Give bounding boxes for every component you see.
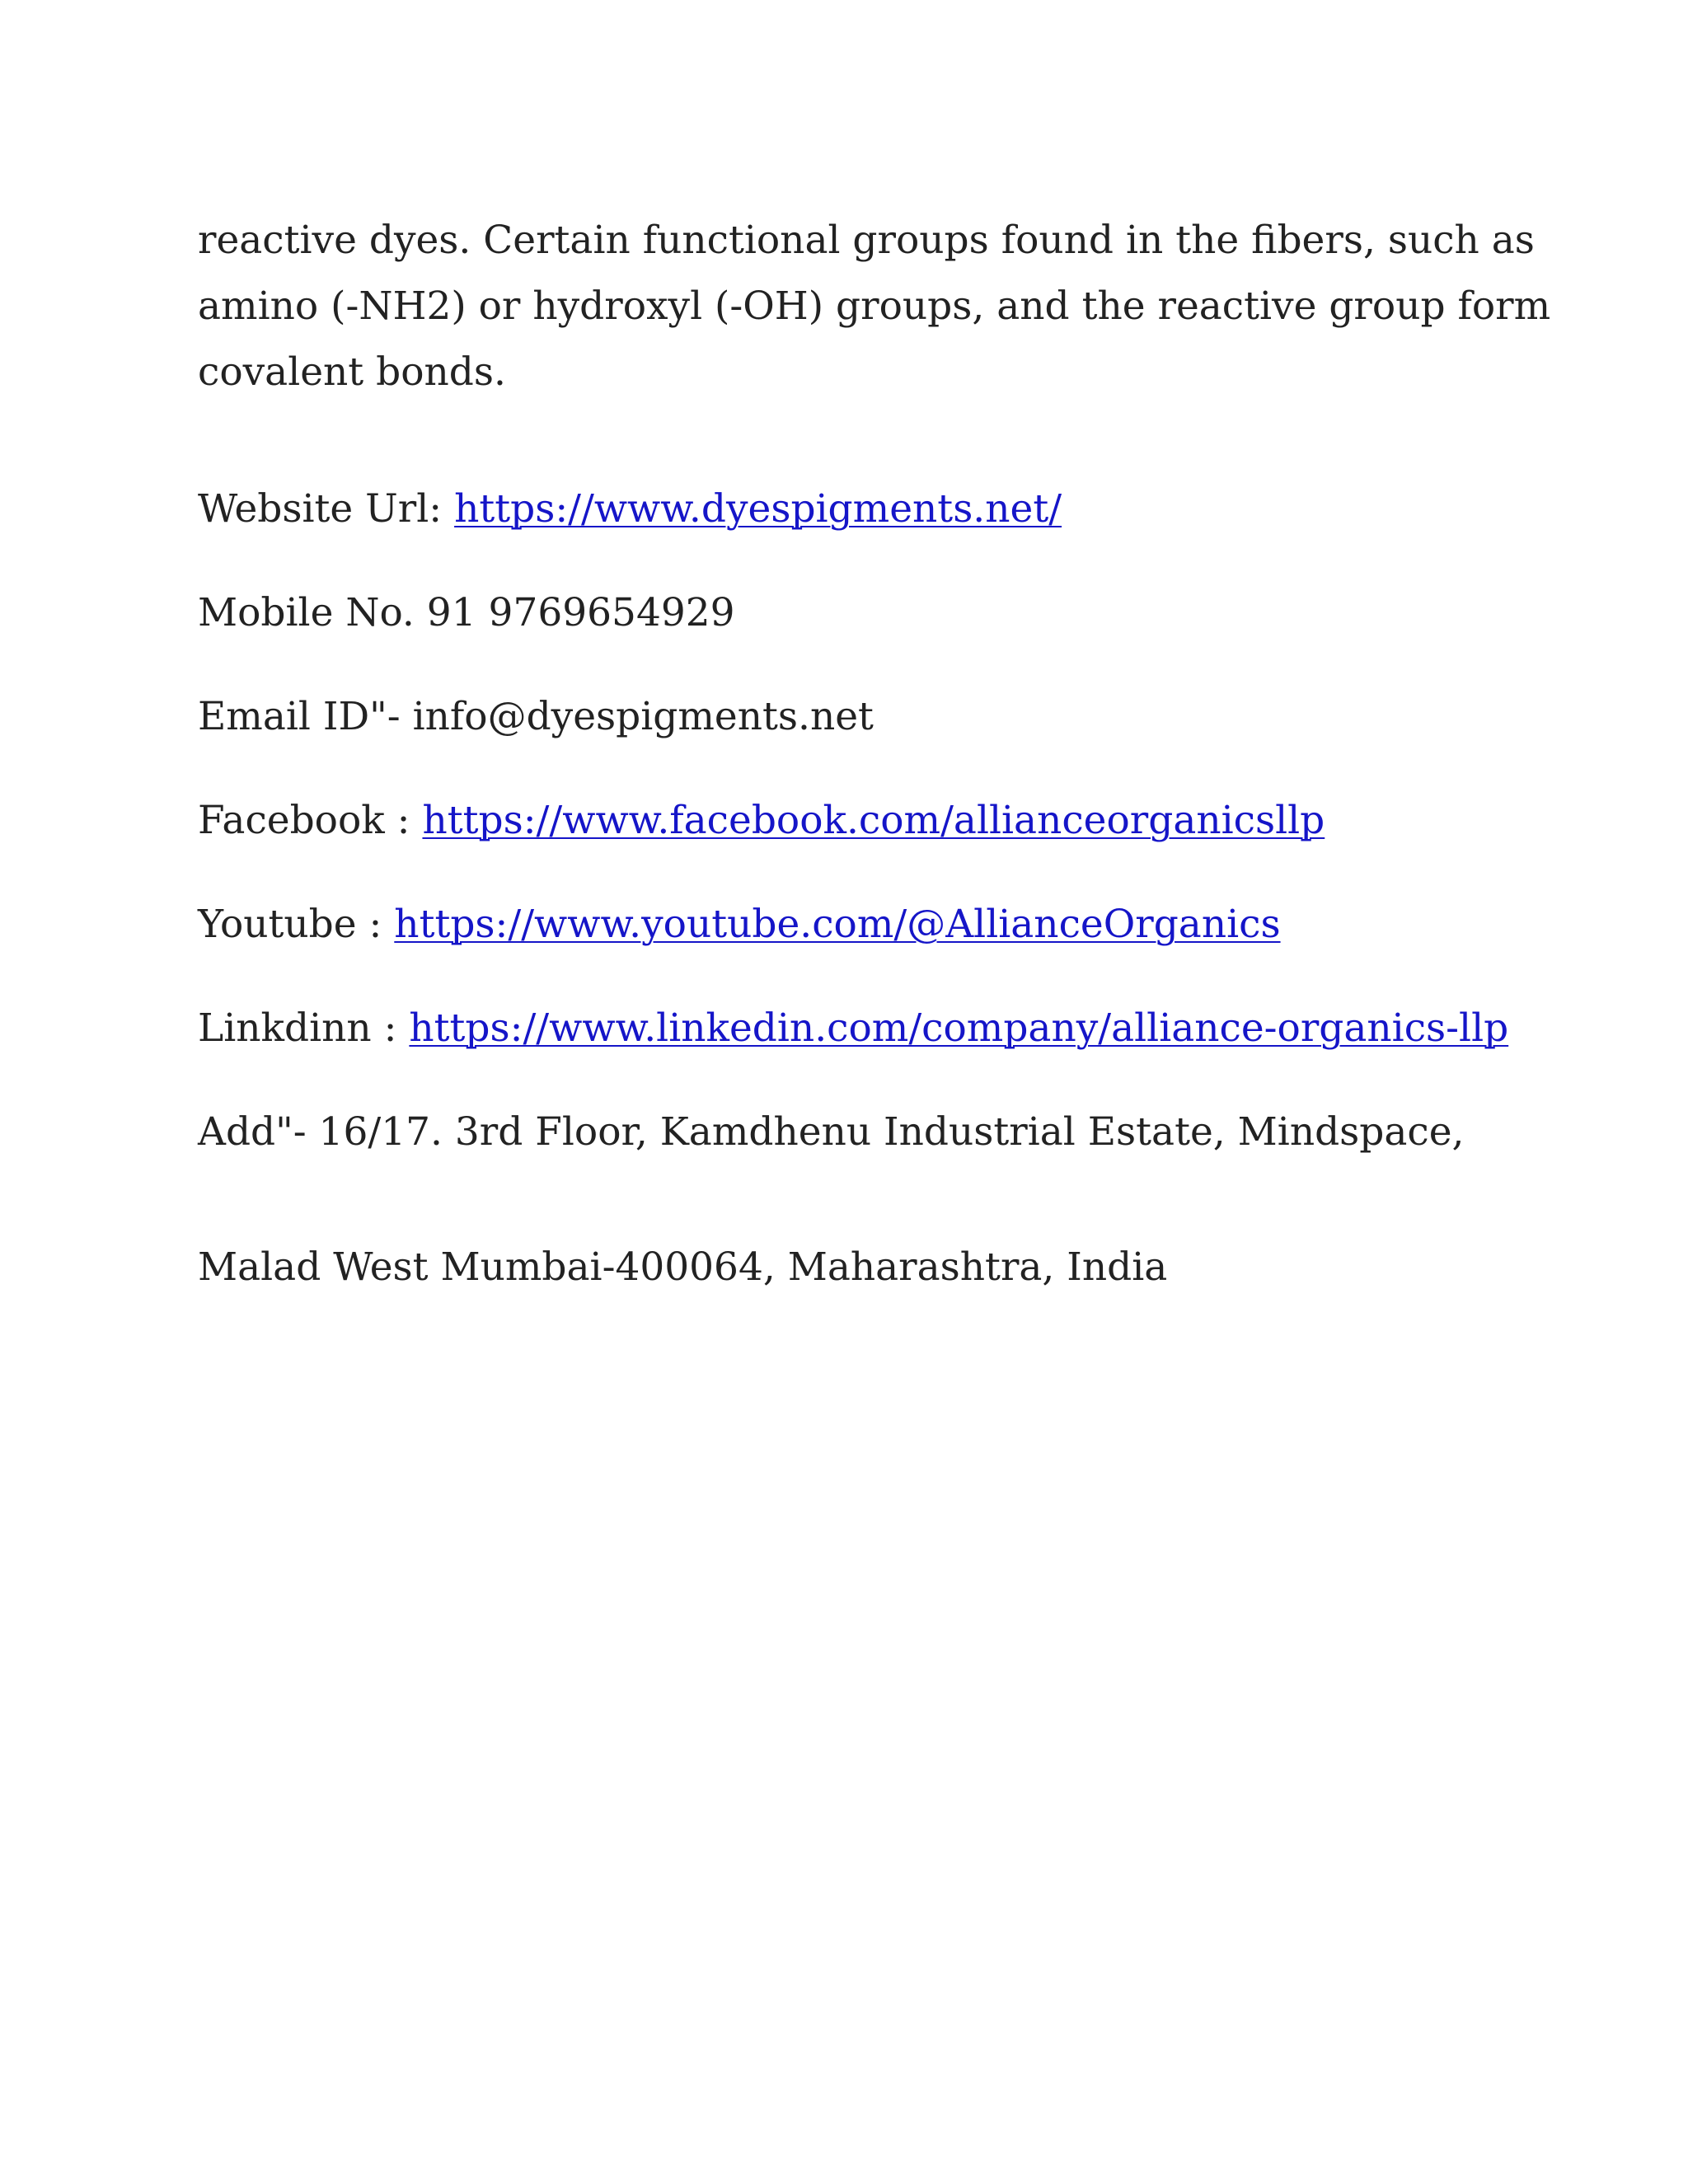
- facebook-link[interactable]: https://www.facebook.com/allianceorganicsllp: [422, 798, 1325, 843]
- linkedin-link[interactable]: https://www.linkedin.com/company/alliance-organics-llp: [409, 1005, 1509, 1051]
- website-link[interactable]: https://www.dyespigments.net/: [454, 486, 1062, 532]
- youtube-row: [198, 900, 1281, 949]
- youtube-label: Youtube :: [198, 902, 395, 947]
- youtube-link[interactable]: https://www.youtube.com/@AllianceOrganics: [394, 902, 1281, 947]
- mobile-text: Mobile No. 91 9769654929: [198, 590, 735, 635]
- linkedin-label: Linkdinn :: [198, 1005, 410, 1051]
- intro-line-1: reactive dyes. Certain functional groups found in the fibers, such as: [198, 218, 1535, 263]
- email-text: Email ID"- info@dyespigments.net: [198, 694, 874, 739]
- address-line-1: Add"- 16/17. 3rd Floor, Kamdhenu Industrial Estate, Mindspace,: [198, 1109, 1465, 1155]
- address-line-2: Malad West Mumbai-400064, Maharashtra, India: [198, 1244, 1168, 1290]
- linkedin-row: [198, 1004, 1508, 1053]
- website-row: [198, 485, 1062, 534]
- intro-line-2: amino (-NH2) or hydroxyl (-OH) groups, and the reactive group form: [198, 284, 1551, 329]
- website-label: Website Url:: [198, 486, 455, 532]
- address-line-1-row: [198, 1108, 1464, 1157]
- facebook-row: [198, 796, 1325, 846]
- address-line-2-row: [198, 1243, 1167, 1292]
- intro-line-3: covalent bonds.: [198, 349, 506, 395]
- email-row: [198, 692, 874, 742]
- facebook-label: Facebook :: [198, 798, 423, 843]
- mobile-row: [198, 588, 735, 638]
